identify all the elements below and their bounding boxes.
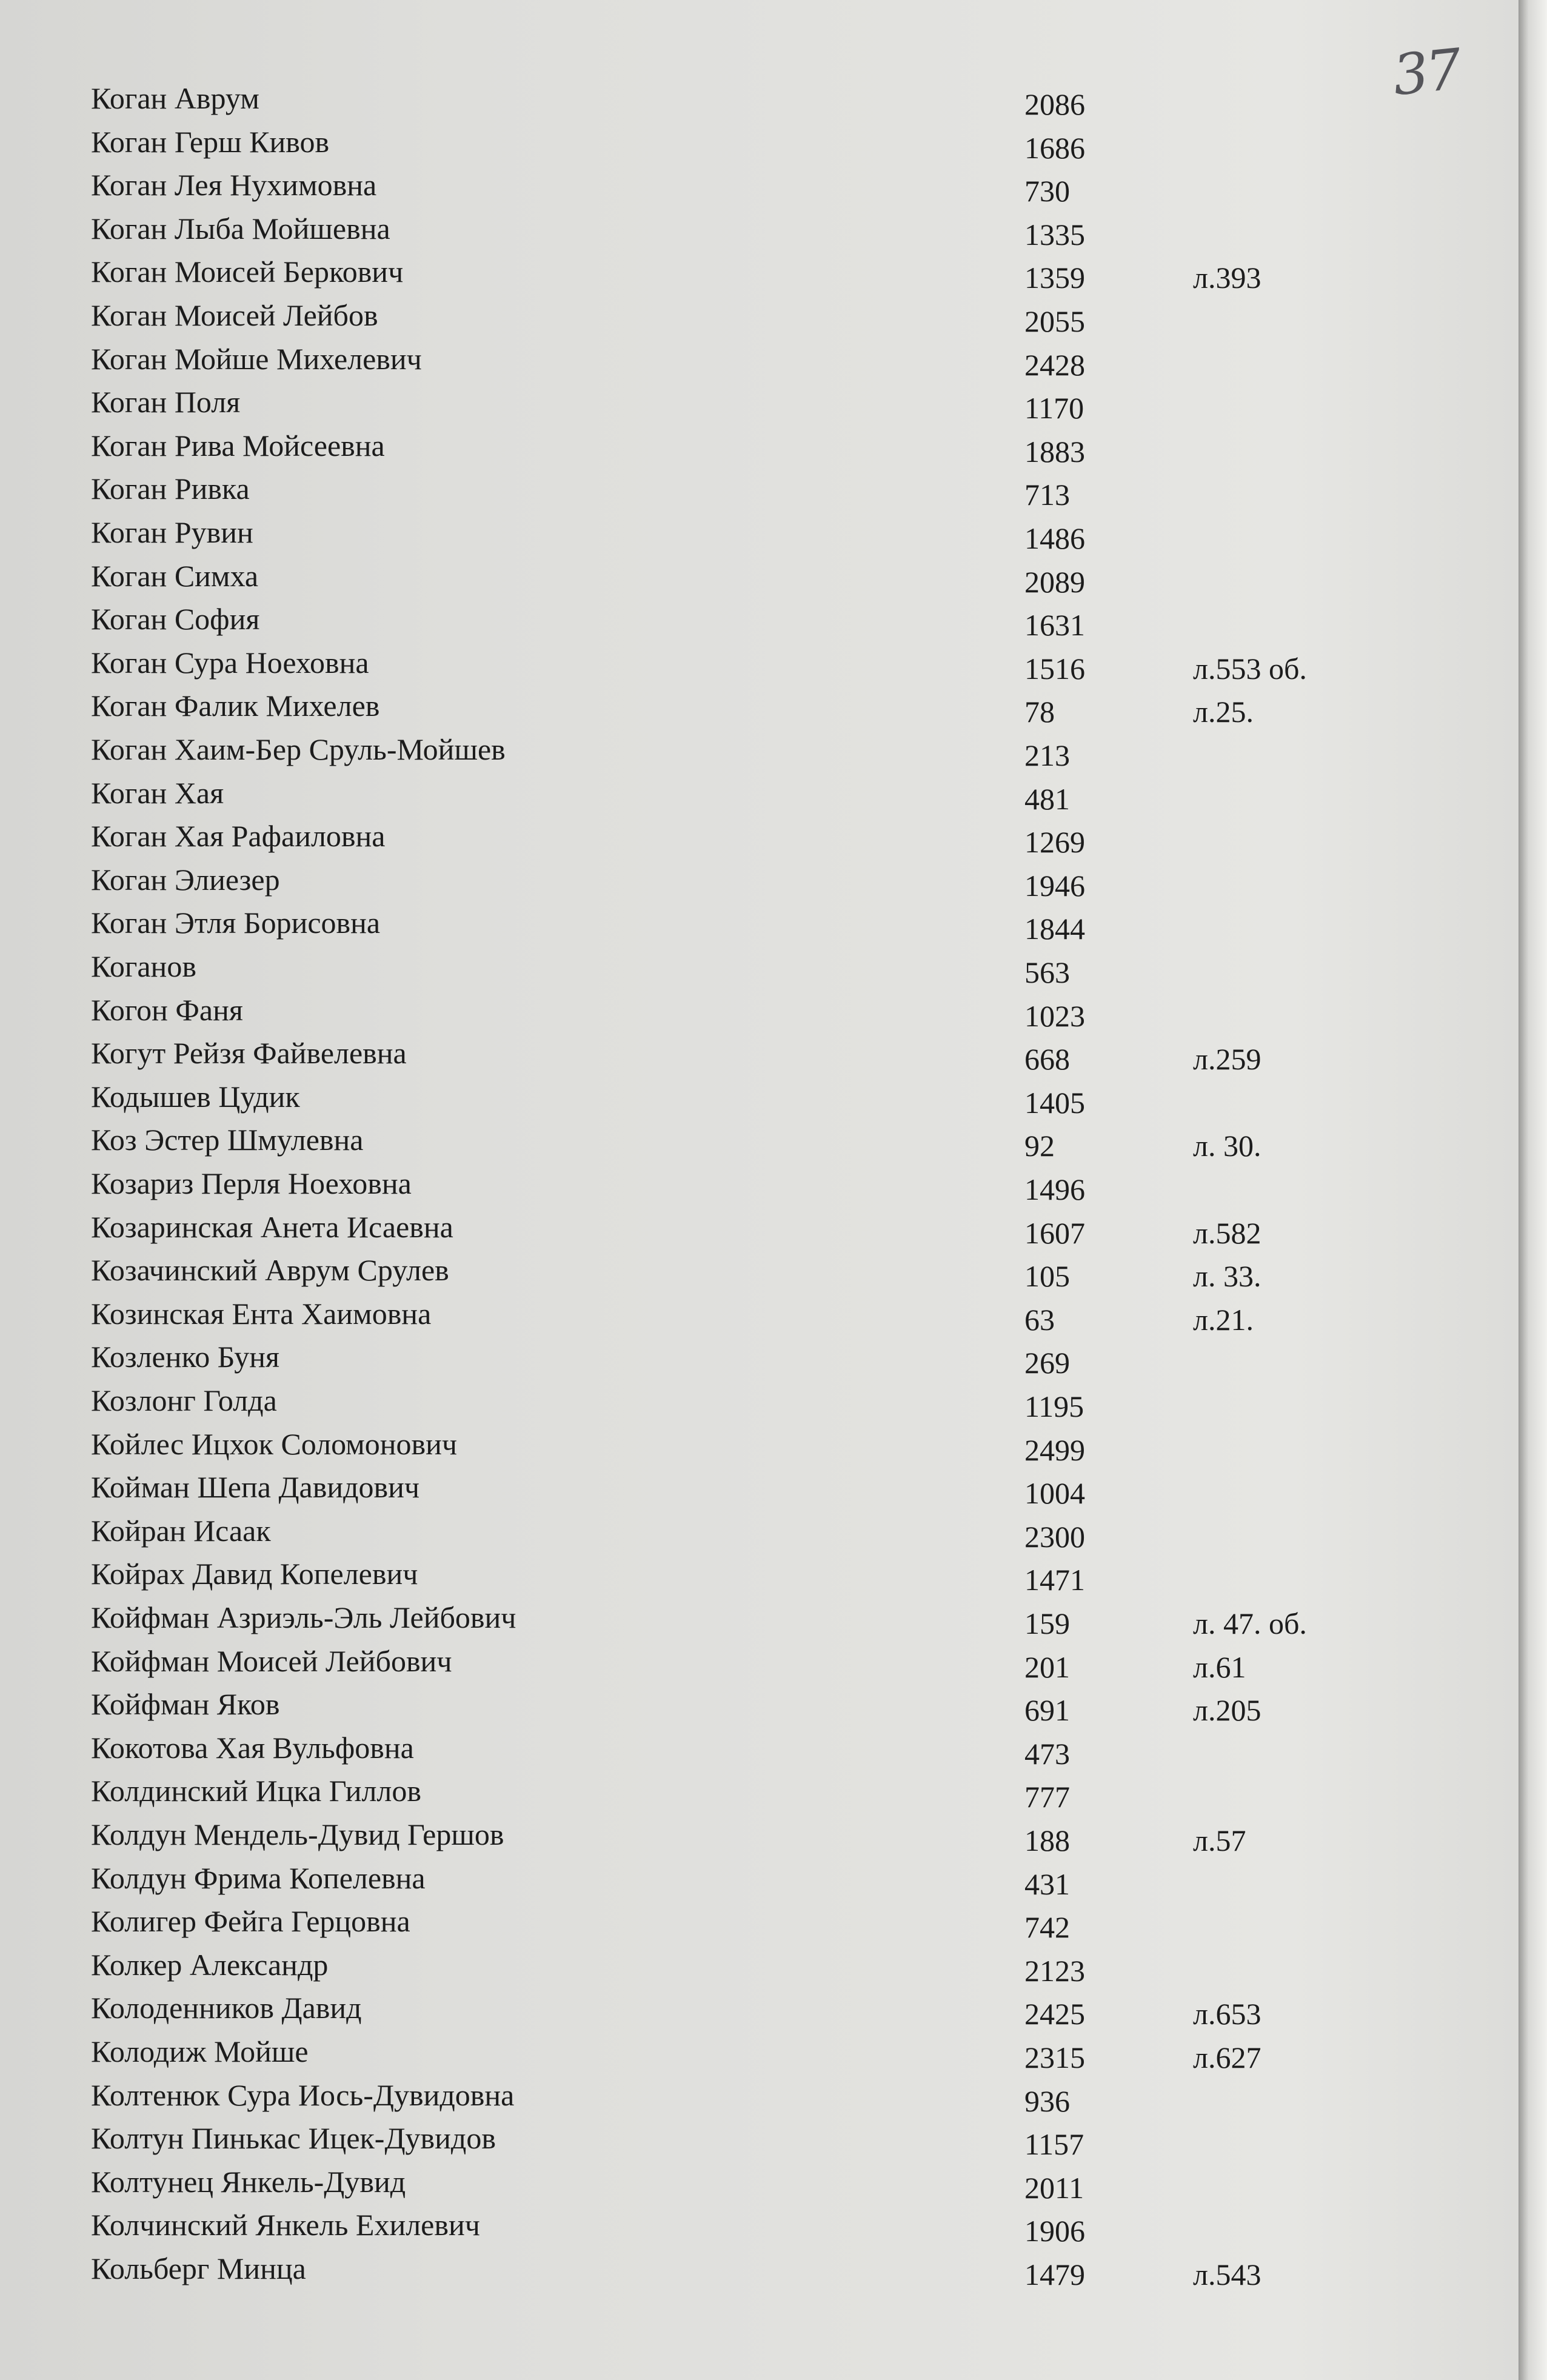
list-item <box>0 601 1455 645</box>
entry-name: Колтенюк Сура Иось-Дувидовна <box>91 2078 515 2112</box>
entry-number: 1946 <box>1024 869 1085 903</box>
entry-number: 1335 <box>1024 218 1085 252</box>
entry-name: Колтун Пинькас Ицек-Дувидов <box>91 2121 496 2155</box>
entry-name: Колдинский Ицка Гиллов <box>91 1774 421 1808</box>
entry-number: 431 <box>1024 1867 1070 1901</box>
entry-folio-ref: л.25. <box>1193 695 1254 729</box>
entry-name: Колкер Александр <box>91 1948 329 1982</box>
list-item <box>0 1426 1455 1470</box>
list-item <box>0 2251 1455 2295</box>
entry-folio-ref: л.205 <box>1193 1693 1261 1727</box>
entry-number: 1607 <box>1024 1216 1085 1250</box>
entry-folio-ref: л.653 <box>1193 1997 1261 2031</box>
list-item <box>0 1035 1455 1079</box>
entry-number: 936 <box>1024 2084 1070 2118</box>
entry-name: Коган Моисей Беркович <box>91 255 404 289</box>
list-item <box>0 1730 1455 1774</box>
list-item <box>0 1773 1455 1817</box>
entry-name: Колигер Фейга Герцовна <box>91 1904 410 1938</box>
list-item <box>0 1904 1455 1947</box>
list-item <box>0 905 1455 949</box>
entry-name: Койран Исаак <box>91 1514 271 1548</box>
entry-number: 1004 <box>1024 1476 1085 1510</box>
entry-name: Коган Лыба Мойшевна <box>91 212 390 246</box>
entry-number: 730 <box>1024 174 1070 208</box>
entry-number: 742 <box>1024 1910 1070 1944</box>
entry-number: 1195 <box>1024 1389 1084 1423</box>
list-item <box>0 862 1455 906</box>
entry-name: Койрах Давид Копелевич <box>91 1557 418 1591</box>
entry-name: Колодиж Мойше <box>91 2034 309 2068</box>
entry-number: 1486 <box>1024 521 1085 555</box>
entry-number: 473 <box>1024 1737 1070 1771</box>
list-item <box>0 1860 1455 1904</box>
entry-number: 1023 <box>1024 999 1085 1033</box>
entry-number: 2089 <box>1024 565 1085 599</box>
entry-name: Коган Моисей Лейбов <box>91 298 378 332</box>
entry-number: 92 <box>1024 1129 1055 1163</box>
entry-number: 2425 <box>1024 1997 1085 2031</box>
entry-name: Коган София <box>91 602 260 636</box>
list-item <box>0 775 1455 819</box>
entry-name: Колдун Фрима Копелевна <box>91 1861 426 1895</box>
list-item <box>0 428 1455 472</box>
entry-number: 1686 <box>1024 131 1085 165</box>
entry-number: 2315 <box>1024 2041 1085 2074</box>
list-item <box>0 2121 1455 2164</box>
entry-name: Коган Ривка <box>91 472 250 506</box>
entry-name: Коган Рувин <box>91 515 253 549</box>
entry-name: Козариз Перля Ноеховна <box>91 1166 412 1200</box>
list-item <box>0 2207 1455 2251</box>
entry-name: Коган Симха <box>91 559 259 593</box>
entry-folio-ref: л. 47. об. <box>1193 1606 1307 1640</box>
entry-name: Колдун Мендель-Дувид Гершов <box>91 1817 504 1851</box>
entry-number: 481 <box>1024 782 1070 816</box>
entry-number: 1479 <box>1024 2258 1085 2291</box>
entry-name: Коган Хая Рафаиловна <box>91 819 386 853</box>
list-item <box>0 732 1455 775</box>
entry-number: 2011 <box>1024 2171 1084 2205</box>
list-item <box>0 2034 1455 2077</box>
list-item <box>0 298 1455 341</box>
list-item <box>0 992 1455 1036</box>
entry-number: 2428 <box>1024 348 1085 382</box>
list-item <box>0 1122 1455 1166</box>
entry-number: 1359 <box>1024 261 1085 295</box>
list-item <box>0 1686 1455 1730</box>
list-item <box>0 1166 1455 1209</box>
entry-name: Козлонг Голда <box>91 1383 277 1417</box>
entry-number: 269 <box>1024 1346 1070 1380</box>
entry-number: 1496 <box>1024 1172 1085 1206</box>
entry-name: Коган Хаим-Бер Сруль-Мойшев <box>91 732 506 766</box>
entry-number: 777 <box>1024 1780 1070 1814</box>
entry-name: Колтунец Янкель-Дувид <box>91 2165 406 2199</box>
list-item <box>0 1209 1455 1253</box>
list-item <box>0 81 1455 124</box>
entry-name: Коган Лея Нухимовна <box>91 168 377 202</box>
entry-folio-ref: л.543 <box>1193 2258 1261 2291</box>
entry-name: Койфман Моисей Лейбович <box>91 1644 452 1678</box>
list-item <box>0 384 1455 428</box>
entry-folio-ref: л. 33. <box>1193 1259 1261 1293</box>
entry-name: Колоденников Давид <box>91 1991 362 2025</box>
entry-folio-ref: л.582 <box>1193 1216 1261 1250</box>
entry-number: 1883 <box>1024 435 1085 469</box>
list-item <box>0 949 1455 992</box>
entry-name: Когут Рейзя Файвелевна <box>91 1036 407 1070</box>
entry-number: 668 <box>1024 1042 1070 1076</box>
entry-name: Коган Аврум <box>91 81 259 115</box>
list-item <box>0 1469 1455 1513</box>
entry-name: Козинская Ента Хаимовна <box>91 1297 432 1331</box>
entry-name: Когон Фаня <box>91 993 243 1027</box>
list-item <box>0 341 1455 385</box>
entry-folio-ref: л.393 <box>1193 261 1261 295</box>
entry-number: 1516 <box>1024 652 1085 686</box>
entry-number: 713 <box>1024 478 1070 512</box>
entry-name: Коган Мойше Михелевич <box>91 342 422 376</box>
entry-number: 1906 <box>1024 2214 1085 2248</box>
entry-number: 105 <box>1024 1259 1070 1293</box>
entry-name: Коган Хая <box>91 776 224 810</box>
list-item <box>0 211 1455 255</box>
entry-name: Койфман Яков <box>91 1687 280 1721</box>
entry-folio-ref: л.21. <box>1193 1303 1254 1337</box>
entry-folio-ref: л.57 <box>1193 1823 1246 1857</box>
entry-number: 213 <box>1024 738 1070 772</box>
list-item <box>0 558 1455 602</box>
entry-name: Коган Элиезер <box>91 863 280 897</box>
list-item <box>0 167 1455 211</box>
entry-name: Койман Шепа Давидович <box>91 1470 420 1504</box>
page-number: 37 <box>1389 36 1463 109</box>
entry-name: Койлес Ицхок Соломонович <box>91 1427 458 1461</box>
entry-folio-ref: л. 30. <box>1193 1129 1261 1163</box>
entry-number: 1269 <box>1024 825 1085 859</box>
list-item <box>0 645 1455 689</box>
list-item <box>0 1252 1455 1296</box>
list-item <box>0 1556 1455 1600</box>
list-item <box>0 1817 1455 1860</box>
entry-folio-ref: л.627 <box>1193 2041 1261 2074</box>
list-item <box>0 1643 1455 1687</box>
entry-number: 78 <box>1024 695 1055 729</box>
entry-number: 563 <box>1024 955 1070 989</box>
entry-number: 201 <box>1024 1650 1070 1684</box>
entry-name: Коган Этля Борисовна <box>91 906 381 940</box>
list-item <box>0 515 1455 558</box>
entry-name: Коган Фалик Михелев <box>91 689 380 723</box>
entry-name: Кокотова Хая Вульфовна <box>91 1731 414 1765</box>
entry-name: Коз Эстер Шмулевна <box>91 1123 364 1157</box>
list-item <box>0 1383 1455 1426</box>
entry-number: 2123 <box>1024 1954 1085 1988</box>
entry-number: 1170 <box>1024 391 1084 425</box>
entry-name: Коганов <box>91 949 196 983</box>
list-item <box>0 1947 1455 1991</box>
list-item <box>0 818 1455 862</box>
list-item <box>0 2164 1455 2208</box>
entry-name: Коган Герш Кивов <box>91 125 330 159</box>
entry-folio-ref: л.61 <box>1193 1650 1246 1684</box>
entry-folio-ref: л.553 об. <box>1193 652 1307 686</box>
entry-name: Колчинский Янкель Ехилевич <box>91 2208 480 2242</box>
entry-name: Кольберг Минца <box>91 2251 306 2285</box>
entry-number: 1631 <box>1024 608 1085 642</box>
list-item <box>0 124 1455 168</box>
entry-folio-ref: л.259 <box>1193 1042 1261 1076</box>
entry-number: 2086 <box>1024 87 1085 121</box>
entry-name: Кодышев Цудик <box>91 1080 300 1114</box>
list-item <box>0 1513 1455 1557</box>
list-item <box>0 1600 1455 1643</box>
list-item <box>0 471 1455 515</box>
entry-name: Коган Сура Ноеховна <box>91 646 369 680</box>
entry-number: 63 <box>1024 1303 1055 1337</box>
entry-number: 159 <box>1024 1606 1070 1640</box>
entry-number: 1157 <box>1024 2127 1084 2161</box>
page-edge <box>1519 0 1547 2380</box>
entry-number: 1844 <box>1024 912 1085 946</box>
list-item <box>0 1990 1455 2034</box>
list-item <box>0 1339 1455 1383</box>
entry-number: 1471 <box>1024 1563 1085 1597</box>
entry-number: 2055 <box>1024 304 1085 338</box>
entry-number: 2300 <box>1024 1520 1085 1554</box>
list-item <box>0 2077 1455 2121</box>
entry-name: Коган Рива Мойсеевна <box>91 429 385 463</box>
list-item <box>0 254 1455 298</box>
entry-name: Козленко Буня <box>91 1340 279 1374</box>
entry-number: 2499 <box>1024 1433 1085 1467</box>
entry-number: 188 <box>1024 1823 1070 1857</box>
entry-name: Козачинский Аврум Срулев <box>91 1253 449 1287</box>
list-item <box>0 1296 1455 1340</box>
entry-number: 1405 <box>1024 1086 1085 1120</box>
entry-name: Коган Поля <box>91 385 241 419</box>
entry-number: 691 <box>1024 1693 1070 1727</box>
entry-name: Койфман Азриэль-Эль Лейбович <box>91 1600 516 1634</box>
list-item <box>0 688 1455 732</box>
entry-name: Козаринская Анета Исаевна <box>91 1210 453 1244</box>
list-item <box>0 1079 1455 1123</box>
